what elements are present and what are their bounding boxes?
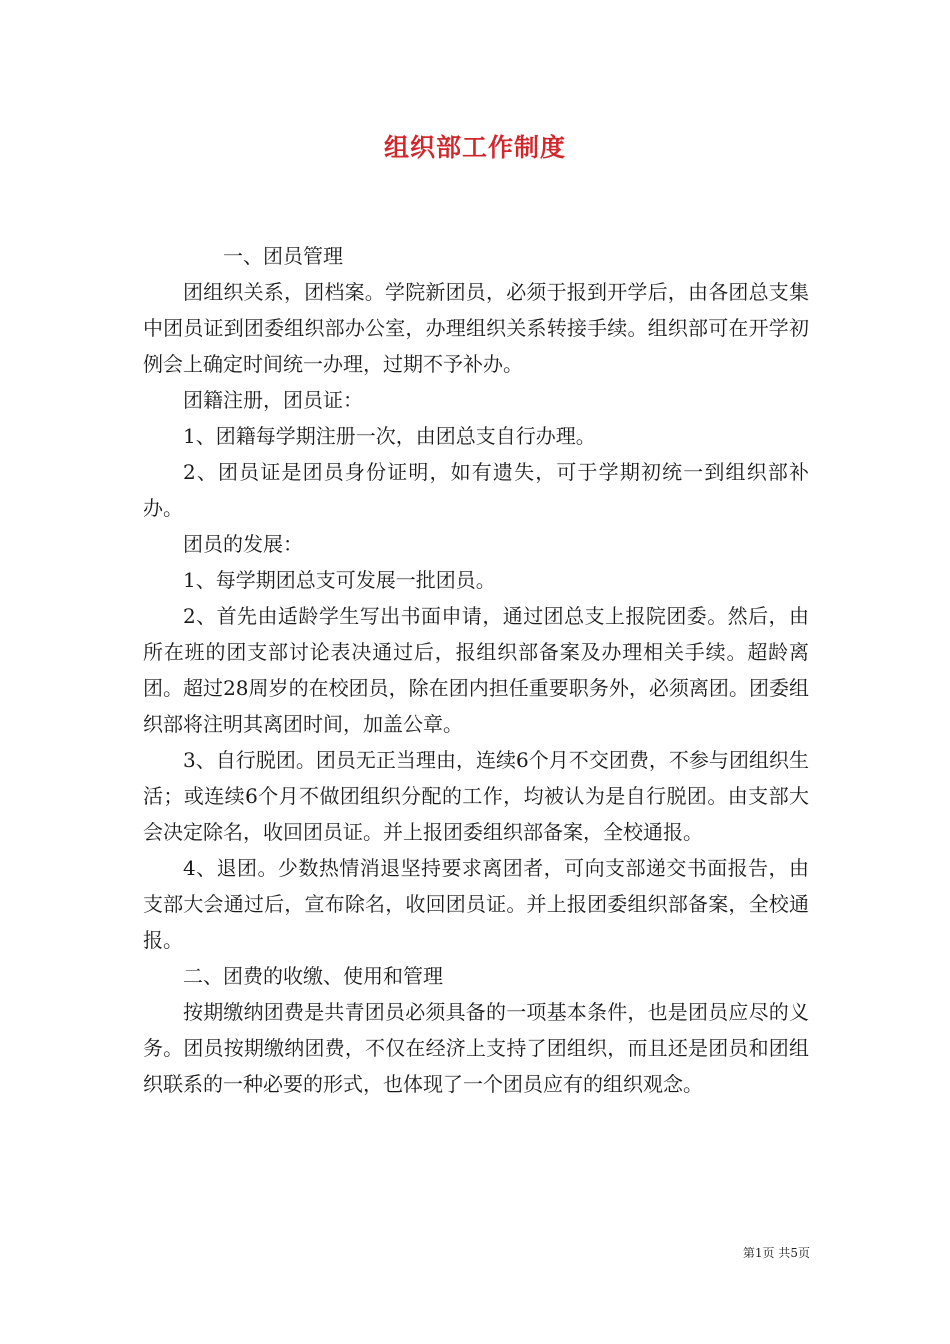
paragraph: 3、自行脱团。团员无正当理由，连续6个月不交团费，不参与团组织生活；或连续6个月不做团组织分配的工作，均被认为是自行脱团。由支部大会决定除名，收回团员证。并上报团委组织部备案，全校通报。 — [143, 748, 809, 844]
section-heading-team-member-management: 一、团员管理 — [223, 244, 343, 268]
section-heading-dues: 二、团费的收缴、使用和管理 — [183, 964, 443, 988]
paragraph: 4、退团。少数热情消退坚持要求离团者，可向支部递交书面报告，由支部大会通过后，宣布除名，收回团员证。并上报团委组织部备案，全校通报。 — [143, 856, 809, 952]
paragraph: 团员的发展： — [183, 532, 303, 556]
paragraph: 团组织关系，团档案。学院新团员，必须于报到开学后，由各团总支集中团员证到团委组织部办公室，办理组织关系转接手续。组织部可在开学初例会上确定时间统一办理，过期不予补办。 — [143, 280, 809, 376]
document-title: 组织部工作制度 — [383, 133, 566, 162]
paragraph: 1、每学期团总支可发展一批团员。 — [183, 568, 496, 592]
paragraph: 1、团籍每学期注册一次，由团总支自行办理。 — [183, 424, 596, 448]
document-body — [143, 238, 809, 1102]
paragraph: 团籍注册，团员证： — [183, 388, 363, 412]
paragraph: 按期缴纳团费是共青团员必须具备的一项基本条件，也是团员应尽的义务。团员按期缴纳团费，不仅在经济上支持了团组织，而且还是团员和团组织联系的一种必要的形式，也体现了一个团员应有的组织观念。 — [143, 1000, 809, 1096]
paragraph: 2、团员证是团员身份证明，如有遗失，可于学期初统一到组织部补办。 — [143, 460, 809, 520]
paragraph: 2、首先由适龄学生写出书面申请，通过团总支上报院团委。然后，由所在班的团支部讨论表决通过后，报组织部备案及办理相关手续。超龄离团。超过28周岁的在校团员，除在团内担任重要职务外，必须离团。团委组织部将注明其离团时间，加盖公章。 — [143, 604, 809, 736]
page-number: 第1页 共5页 — [742, 1246, 810, 1260]
